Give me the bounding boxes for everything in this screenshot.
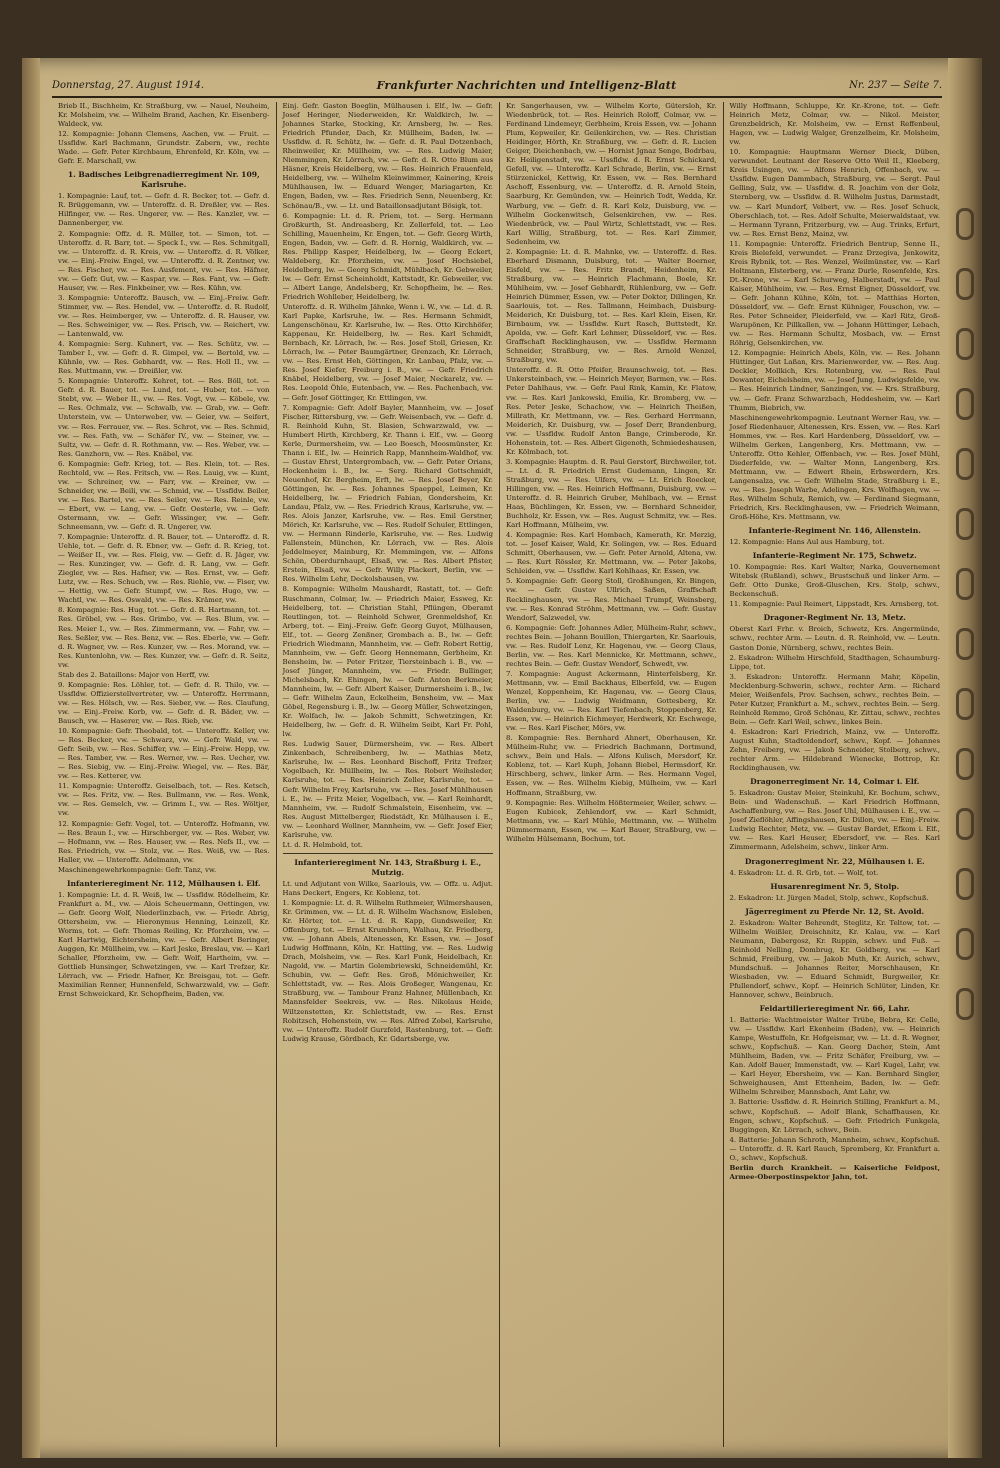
casualty-paragraph: 11. Kompagnie: Unteroffz. Friedrich Bentrup, Senne II., Kreis Bielefeld, verwundet. — Franz Drzegiva, Jenkowitz, Kreis Rybnik, tot. — Res. Wenzel, Weilmünster, vw. — Karl Holtmann, Elsterberg, vw. — Franz Durle, Rosenfelde, Krs. Dt.-Krone, vw. — Karl Schurweg, Halberstadt, vw. — Paul Kaiser, Mühlheim, vw. — Res. Ernst Eigner, Düsseldorf, vw. — Gefr. Johann Kühne, Köln, tot. — Matthias Horten, Düsseldorf, vw. — Gefr. Ernst Kühniger, Fouschon, vw. — Res. Peter Schneider, Pleiderfeld, vw. — Karl Ritz, Groß-Warupönen, Kr. Pillkallen, vw. — Johann Hüttinger, Lebach, vw. — Res. Hermann Schultz, Mosbach, vw. — Ernst Röhrig, Gelsenkirchen, vw. <box>729 239 940 348</box>
newspaper-page <box>22 58 982 1458</box>
casualty-paragraph: 8. Kompagnie: Wilhelm Maushardt, Rastatt, tot. — Gefr. Ruschmann, Colmar, lw. — Friedrich Maier, Essweg, Kr. Heidelberg, tot. — Christian Stahl, Pflüngen, Oberamt Reutlingen, tot. — Reinhold Schwer, Grenmeldshof, Kr. Arberg, tot. — Einj.-Freiw. Gefr. Georg Guyot, Mülhausen, Elf., tot. — Georg Zenßner, Grombach a. B., lw. — Gefr. Friedrich Wiedmann, Mannheim, vw. — Gefr. Robert Rettig, Mannheim, vw. — Gefr. Georg Hennemann, Gerbheim, Kr. Bensheim, lw. — Peter Fritzer, Tiersteinbach i. B., vw. — Josef Jünger, Mannheim, vw. — Friedr. Bullinger, Michelsbach, Kr. Ehingen, lw. — Gefr. Anton Berkmeier, Mannheim, lw. — Gefr. Albert Kaiser, Durmersheim i. B., lw. — Gefr. Wilhelm Zaun, Eckelheim, Bensheim, vw. — Max Göbel, Regensburg i. B., lw. — Georg Müller, Schwetzingen, Kr. Wolfach, lw. — Jakob Schmitt, Schwetzingen, Kr. Heidelberg, lw. — Gefr. d. R. Wilhelm Seibt, Karl Fr. Pohl, lw. <box>282 585 493 739</box>
regiment-heading: Infanterie-Regiment Nr. 146, Allenstein. <box>748 526 921 536</box>
casualty-paragraph: 7. Kompagnie: Unteroffz. d. R. Bauer, tot. — Unteroffz. d. R. Uehle, tot. — Gefr. d. R. Ebner, vw. — Gefr. d. R. Krieg, tot. — Weißer II., vw. — Res. Fleig, vw. — Gefr. d. R. Jäger, vw. — Res. Kunzinger, vw. — Gefr. d. R. Lang, vw. — Gefr. Ziegler, vw. — Res. Hafner, vw. — Res. Ernst, vw. — Gefr. Lutz, vw. — Res. Schuch, vw. — Res. Riehle, vw. — Fiser, vw. — Hettig, vw. — Gefr. Stumpf, vw. — Res. Hugo, vw. — Wachtl, vw. — Res. Oswald, vw. — Res. Krämer, vw. <box>58 533 270 605</box>
masthead <box>52 74 942 98</box>
casualty-paragraph: 5. Eskadron: Gustav Meier, Steinkuhl, Kr. Bochum, schwv., Bein- und Wadenschuß. — Karl Friedrich Hoffmann, Aschaffenburg, vw. — Res. Josef Uhl, Mülhausen i. E., vw. — Josef Zieflöhler, Affingshausen, Kr. Dillon, vw. — Einj.-Freiw. Ludwig Rechter, Metz, vw. — Gustav Bardet, Efkom i. Elf., vw. — Res. Karl Heuser, Ebersdorf, vw. — Res. Karl Zimmermann, Adelsheim, schwv., linker Arm. <box>729 789 940 852</box>
casualty-paragraph: 5. Kompagnie: Unteroffz. Kehret, tot. — Res. Böll, tot. — Gefr. d. R. Bauer, tot. — Lund, tot. — Huber, tot. — von Stebt, vw. — Weber II., vw. — Res. Vogt, vw. — Köbele, vw. — Res. Ochmalz, vw. — Schwalb, vw. — Grab, vw. — Gefr. Unterstein, vw. — Unterweber, vw. — Geier, vw. — Seifert, vw. — Res. Ferrauer, vw. — Res. Schrot, vw. — Res. Schmid, vw. — Res. Fath, vw. — Schäfer IV., vw. — Steiner, vw. — Sultz, vw. — Gefr. d. R. Rothmann, vw. — Res. Weber, vw. — Res. Ganzhorn, vw. — Res. Knäbel, vw. <box>58 377 270 458</box>
casualty-paragraph: 8. Kompagnie: Res. Bernhard Ahnert, Oberhausen, Kr. Mülheim-Ruhr, vw. — Friedrich Bachmann, Dortmund, schwv., Bein und Hals. — Alfons Kulisch, Mersdorf, Kr. Koblenz, tot. — Karl Kuph, Johann Biebel, Hermsdorf, Kr. Hirschberg, schwv., linker Arm. — Res. Hermann Vogel, Essen, vw. — Res. Wilhelm Kiebig, Mülheim, vw. — Karl Hoffmann, Straßburg, vw. <box>506 734 717 797</box>
casualty-paragraph: 12. Kompagnie: Heinrich Abels, Köln, vw. — Res. Johann Hüttinger, Gut Laßan, Krs. Marienwerder, vw. — Res. Aug. Deckler, Mollkich, Krs. Rotenburg, vw. — Res. Paul Dewanter, Eichelsheim, vw. — Josef Jung, Ludwigsfelde, vw. — Res. Heinrich Lindner, Sanzingen, vw. — Krs. Straßburg, vw. — Gefr. Franz Schwarzbach, Heddesheim, vw. — Karl Thumm, Biebrich, vw. <box>729 349 940 412</box>
regiment-heading: Husarenregiment Nr. 5, Stolp. <box>770 881 900 891</box>
casualty-paragraph: 6. Kompagnie: Gefr. Krieg, tot. — Res. Klein, tot. — Res. Rechtold, vw. — Res. Fritsch, vw. — Res. Lauig, vw. — Kunt, vw. — Schreiner, vw. — Farr, vw. — Kreiner, vw. — Schneider, vw. — Beili, vw. — Schmid, vw. — Ussfldw. Beiler, vw. — Res. Bartel, vw. — Res. Seiler, vw. — Res. Reinle, vw. — Ebert, vw. — Lang, vw. — Gefr. Oesterle, vw. — Gefr. Ostermann, vw. — Gefr. Wissinger, vw. — Gefr. Schneemann, vw. — Gefr. d. R. Ungerer, vw. <box>58 459 270 532</box>
casualty-paragraph: 12. Kompagnie: Hans Aul aus Hamburg, tot. <box>729 538 885 547</box>
casualty-paragraph: 3. Eskadron: Unteroffz. Hermann Mahr, Köpelin, Mecklenburg-Schwerin, schwv., rechter Arm. — Richard Meier, Weißenfels, Prov. Sachsen, schwv., rechtes Bein. — Peter Kutzer, Frankfurt a. M., schwv., rechtes Bein. — Serg. Reinhold Remmo, Groß Schönau, Kr. Zittau, schwv., rechtes Bein. — Gefr. Karl Weil, schwv., linkes Bein. <box>729 672 940 726</box>
casualty-paragraph: 6. Kompagnie: Lt. d. R. Priem, tot. — Serg. Hermann Großkurth, St. Andreasberg, Kr. Zellerfeld, tot. — Leo Schilling, Mauenheim, Kr. Engen, tot. — Gefr. Georg Wirth, Engen, Baden, vw. — Gefr. d. R. Hornig, Waldkirch, vw. — Res. Philipp Kasper, Heidelberg, lw. — Georg Eckert, Waldeberg, Kr. Pforzheim, vw. — Josef Hochsiebel, Heidelberg, lw. — Georg Schmidt, Mühlbach, Kr. Gebweiler, lw. — Gefr. Ernst Scheinholdt, Kattstadt, Kr. Gebweiler, vw. — Albert Lange, Andelsberg, Kr. Schopfheim, lw. — Res. Friedrich Wohlleber, Heidelberg, lw. <box>282 211 493 301</box>
casualty-paragraph: Res. Ludwig Sauer, Dürmersheim, vw. — Res. Albert Zinkenbach, Schreibenberg, lw. — Mathias Metz, Karlsruhe, lw. — Res. Leonhard Bischoff, Fritz Trefzer, Vogelbach, Kr. Müllheim, lw. — Res. Robert Weihsleder, Karlsruhe, tot. — Res. Heinrich Zeller, Karlsruhe, tot. — Gefr. Wilhelm Frey, Karlsruhe, vw. — Res. Josef Mühlhausen i. E., lw. — Fritz Meier, Vogelbach, vw. — Karl Reinhardt, Mannheim, vw. — Rudolf Schmalstein, Eisenheim, vw. — Res. August Mittelberger, Riedstädt, Kr. Mülhausen i. E., vw. — Leonhard Wollner, Mannheim, vw. — Gefr. Josef Eier, Karlsruhe, vw. <box>282 740 493 839</box>
casualty-paragraph: 7. Kompagnie: August Ackermann, Hinterfelsberg, Kr. Mettmann, vw. — Emil Backhaus, Elberfeld, vw. — Eugen Wenzel, Koppenheim, Kr. Hagenau, vw. — Georg Claus, Berlin, vw. — Ludwig Weidmann, Gottesberg, Kr. Waldenburg, vw. — Res. Karl Tiefenbach, Stoppenberg, Kr. Essen, vw. — Heinrich Eichmeyer, Herdwerk, Kr. Eschwege, vw. — Res. Karl Fischer, Mörs, vw. <box>506 669 717 733</box>
casualty-paragraph: Unteroffz. d. R. Wilhelm Jähnke, Wenn i. W., vw. — Ld. d. R. Karl Papke, Karlsruhe, lw. — Res. Hermann Schmidt, Langenschönau, Kr. Karlsruhe, lw. — Res. Otto Kirchhöfer, Kappenau, Kr. Heidelberg, lw. — Res. Karl Schmidt, Bernbach, Kr. Lörrach, lw. — Res. Josef Stoll, Griesen, Kr. Lörrach, lw. — Peter Baumgärtner, Grenzach, Kr. Lörrach, vw. — Res. Ernst Heh, Göttingen, Kr. Lanbau, Pfalz, vw. — Res. Josef Kiefer, Freiburg i. B., vw. — Gefr. Friedrich Knäbel, Heidelberg, vw. — Josef Maier, Neckarelz, vw. — Res. Leopold Öhle, Eutenbach, vw. — Res. Pachenbach, vw. — Gefr. Josef Göttinger, Kr. Ettlingen, vw. <box>282 303 493 402</box>
casualty-paragraph: 4. Eskadron: Lt. d. R. Grb, tot. — Wolf, tot. <box>729 868 879 877</box>
casualty-paragraph: 12. Kompagnie: Gefr. Vogel, tot. — Unteroffz. Hofmann, vw. — Res. Braun I., vw. — Hirschberger, vw. — Res. Weber, vw. — Hofmann, vw. — Res. Hauser, vw. — Res. Nefs II., vw. — Res. Friedrich, vw. — Stolz, vw. — Res. Weiß, vw. — Res. Haller, vw. — Unteroffz. Adelmann, vw. <box>58 819 270 864</box>
casualty-paragraph: 6. Kompagnie: Gefr. Johannes Adler, Mülheim-Ruhr, schwv., rechtes Bein. — Johann Bouillon, Thiergarten, Kr. Saarlouis, vw. — Res. Rudolf Lenz, Kr. Hagenau, vw. — Georg Claus, Berlin, vw. — Res. Karl Mennicke, Kr. Mettmann, schwv., rechtes Bein. — Gefr. Gustav Wendorf, Schwedt, vw. <box>506 623 717 668</box>
closing-note: Berlin durch Krankheit. — Kaiserliche Feldpost, Armee-Oberpostinspektor Jahn, tot. <box>729 1163 940 1181</box>
regiment-heading: Dragoner-Regiment Nr. 13, Metz. <box>763 613 906 623</box>
regiment-heading: Infanterieregiment Nr. 112, Mülhausen i. Elf. <box>66 878 261 888</box>
casualty-paragraph: 2. Kompagnie: Lt. d. R. Mahnke, vw. — Unteroffz. d. Res. Eberhard Dismann, Duisburg, tot. — Walter Boerner, Eisfeld, vw. — Res. Fritz Brandt, Heidenheim, Kr. Straßburg, vw. — Heinrich Flachmann, Boele, Kr. Mühlheim, vw. — Josef Gebhardt, Rühlenburg, vw. — Gefr. Heinrich Dümmer, Essen, vw. — Peter Doktor, Dillingen, Kr. Saarlouis, tot. — Res. Tallmann, Heimbach, Duisburg-Meiderich, Kr. Duisburg, tot. — Res. Karl Klein, Eisen, Kr. Birnbaum, vw. — Ussfldw. Kurt Rasch, Buttstedt, Kr. Apolda, vw. — Gefr. Karl Lehmer, Düsseldorf, vw. — Res. Graffschaft Recklinghausen, vw. — Ussfldw. Hermann Schneider, Straßburg, vw. — Res. Arnold Wenzel, Straßburg, vw. <box>506 247 717 365</box>
casualty-paragraph: 2. Eskadron: Walter Behrendt, Steglitz, Kr. Teltow, tot. — Wilhelm Weißler, Dreischnitz, Kr. Kalau, vw. — Karl Neumann, Dabergosz, Kr. Ruppin, schwv. und Fuß. — Reinhold Nelling, Dombrug, Kr. Goldberg, vw. — Karl Schmid, Freiburg, vw. — Jakob Muth, Kr. Aurich, schwv., Mundschuß. — Johannes Reiter, Morschhausen, Kr. Wiesbaden, vw. — Eduard Schmidt, Burgweiler, Kr. Pfullendorf, schwv., Kopf. — Heinrich Schlüter, Linden, Kr. Hannover, schwv., Beinbruch. <box>729 918 940 999</box>
column-2 <box>276 102 500 1447</box>
column-1 <box>52 102 276 1447</box>
casualty-paragraph: 1. Kompagnie: Lauf, tot. — Gefr. d. R. Becker, tot. — Gefr. d. R. Brüggemann, vw. — Unteroffz. d. R. Dreßler, vw. — Res. Hilfinger, vw. — Res. Ungerer, vw. — Res. Kanzler, vw. — Dannenberger, vw. <box>58 192 270 228</box>
casualty-paragraph: 3. Kompagnie: Unteroffz. Bausch, vw. — Einj.-Freiw. Gefr. Stimmer, vw. — Res. Hendel, vw. — Unteroffz. d. R. Rudolf, vw. — Res. Heimberger, vw. — Unteroffz. d. R. Hauser, vw. — Res. Schweiniger, vw. — Res. Frisch, vw. — Reichert, vw. — Lantenwald, vw. <box>58 293 270 339</box>
casualty-paragraph: 2. Kompagnie: Offz. d. R. Müller, tot. — Simon, tot. — Unteroffz. d. R. Barr, tot. — Speck I., vw. — Res. Schmitgall, vw. — Unteroffz. d. R. Kreis, vw. — Unteroffz. d. R. Völker, vw. — Einj.-Freiw. Engel, vw. — Unteroffz. d. R. Zentner, vw. — Res. Fischer, vw. — Res. Ausfement, vw. — Res. Häfner, vw. — Gefr. Gut, vw. — Kaspar, vw. — Res. Fant, vw. — Gefr. Hauser, vw. — Res. Finkbeiner, vw. — Res. Kühn, vw. <box>58 229 270 292</box>
column-4 <box>723 102 947 1447</box>
casualty-paragraph: 10. Kompagnie: Hauptmann Werner Dieck, Düben, verwundet. Leutnant der Reserve Otto Weil II., Kleeberg, Kreis Usingen, vw. — Alfons Henrich, Offenbach, vw. — Ussfldw. Eugen Dammbach, Straßburg, vw. — Sergt. Paul Gelling, Sulz, vw. — Ussfldw. d. R. Joachim von der Golz, Sternberg, vw. — Ussfldw. d. R. Wilhelm Justus, Darmstadt, vw. — Karl Mundorf, Velbert, vw. — Res. Josef Schuck, Oberschlach, tot. — Res. Adolf Schulte, Meierwaldstaat, vw. — Hermann Tyrann, Fritzerburg, vw. — Aug. Trinks, Erfurt, vw. — Res. Ernst Benz, Mainz, vw. <box>729 148 940 238</box>
casualty-paragraph: 2. Eskadron: Lt. Jürgen Madel, Stolp, schwv., Kopfschuß. <box>729 893 929 902</box>
casualty-paragraph: 1. Kompagnie: Lt. d. R. Wilhelm Ruthmeier, Wilmershausen, Kr. Grimmen, vw. — Lt. d. R. Wilhelm Wachsnow, Eisleben, Kr. Hörter, tot. — Lt. d. R. Kapp, Gundsweiler, Kr. Offenburg, tot. — Ernst Krumbhorn, Walhau, Kr. Friedberg, vw. — Johann Abels, Altenessen, Kr. Essen, vw. — Josef Ludwig Hoffmann, Köln, Kr. Hatting, vw. — Res. Ludwig Drach, Molsheim, vw. — Res. Karl Funk, Heidelbach, Kr. Nagold, vw. — Martin Golembriewski, Schneidemühl, Kr. Schubin, vw. — Gefr. Res. Groß, Mönichweiler, Kr. Schlettstadt, vw. — Res. Alois Großeger, Wangenau, Kr. Straßburg, vw. — Tambour Franz Hahner, Müllenbach, Kr. Mannsfelder Seekreis, vw. — Res. Nikolaus Heide, Wiltzenstetten, Kr. Schlettstadt, vw. — Res. Ernst Robitzsch, Hohenstein, vw. — Res. Alfred Zobel, Karlsruhe, vw. — Unteroffz. Rudolf Gurzfeld, Rastenburg, tot. — Gefr. Ludwig Krause, Gördbach, Kr. Gdartsberge, vw. <box>282 898 493 1043</box>
casualty-list-columns <box>52 102 946 1447</box>
column-3 <box>499 102 723 1447</box>
casualty-paragraph: 9. Kompagnie: Res. Wilhelm Hößtermeier, Weiler, schwv. — Eugen Kubicek, Zehlendorf, vw. — Karl Schmidt, Mettmann, vw. — Karl Mühle, Mettmann, vw. — Wilhelm Dümmermann, Essen, vw. — Karl Bauer, Straßburg, vw. — Wilhelm Hülsemann, Bochum, tot. <box>506 798 717 843</box>
casualty-paragraph: Lt. und Adjutant von Wilke, Saarlouis, vw. — Offz. u. Adjut. Hans Deckert, Engers, Kr. Koblenz, tot. <box>282 879 493 897</box>
regiment-heading: Dragonerregiment Nr. 14, Colmar i. Elf. <box>750 777 920 787</box>
casualty-paragraph: Stab des 2. Bataillons: Major von Herff, vw. <box>58 670 210 679</box>
casualty-paragraph: 3. Batterie: Ussfldw. d. R. Heinrich Stilling, Frankfurt a. M., schwv., Kopfschuß. — Adolf Blank, Schaffhausen, Kr. Engen, schwv., Kopfschuß. — Gefr. Friedrich Funkgela, Buggingen, Kr. Lörrach, schwv., Bein. <box>729 1098 940 1134</box>
casualty-paragraph: 5. Kompagnie: Gefr. Georg Stoll, Großhungen, Kr. Bingen, vw. — Gefr. Gustav Ullrich, Saßen, Graffschaft Recklinghausen, vw. — Res. Michael Trumpf, Weinsberg, vw. — Res. Konrad Ströhm, Mettmann, vw. — Gefr. Gustav Wendorf, Salzwedel, vw. <box>506 577 717 622</box>
casualty-paragraph: Kr. Sangerhausen, vw. — Wilhelm Korte, Gütersloh, Kr. Wiedenbrück, tot. — Res. Heinrich Roloff, Colmar, vw. — Ferdinand Lindemeyr, Gerbheim, Kreis Essen, vw. — Johann Plum, Kepweiler, Kr. Geilenkirchen, vw. — Res. Christian Heidinger, Hörth, Kr. Straßburg, vw. — Gefr. d. R. Lucien Geiger, Dieichenbach, vw. — Hornist Jgnaz Senge, Bodrbau, Kr. Heiligenstadt, vw. — Ussfldw. d. R. Ernst Schickard, Gefell, vw. — Unteroffz. Karl Schrade, Berlin, vw. — Ernst Stürzenickel, Kettwig, Kr. Essen, vw. — Res. Bernhard Aschoff, Essenburg, vw. — Unteroffz. d. R. Arnold Stein, Saarburg, Kr. Gemünden, vw. — Heinrich Todt, Wedda, Kr. Warburg, vw. — Gefr. d. R. Karl Kolz, Duisburg, vw. — Wilhelm Gockenwitsch, Gelsenkirchen, vw. — Res. Wiedenbrück, vw. — Paul Wirtz, Schlettstadt, vw. — Res. Karl Willig, Straßburg, tot. — Res. Karl Zimmer, Sedenheim, vw. <box>506 102 717 246</box>
regiment-heading: Infanterieregiment Nr. 143, Straßburg i. E., Mutzig. <box>294 857 482 877</box>
regiment-heading: Jägerregiment zu Pferde Nr. 12, St. Avold. <box>745 906 925 916</box>
casualty-paragraph: Willy Hoffmann, Schluppe, Kr. Kr.-Krone, tot. — Gefr. Heinrich Metz, Colmar, vw. — Nikol. Meister, Grenzbeldrich, Kr. Molsheim, vw. — Ernst Reffenbeul, Hagen, vw. — Ludwig Walger, Grenzelheim, Kr. Molsheim, vw. <box>729 102 940 147</box>
casualty-paragraph: 4. Eskadron: Karl Friedrich, Mainz, vw. — Unteroffz. August Kuhn, Stadtoldendorf, schwv., Kopf. — Johannes Zehn, Freiberg, vw. — Jakob Schneider, Stolberg, schwv., rechter Arm. — Hildebrand Wienecke, Bottrop, Kr. Recklinghausen, vw. <box>729 727 940 773</box>
casualty-paragraph: 7. Kompagnie: Gefr. Adolf Bayler, Mannheim, vw. — Josef Fischer, Rittersburg, vw. — Gefr. Weisenbach, vw. — Gefr. d. R. Reinhold Kuhn, St. Blasien, Schwarzwald, vw. — Humbert Hirth, Kirchberg, Kr. Thann i. Elf., vw. — Georg Kerle, Durmersheim, vw. — Leo Boesch, Moosmünster, Kr. Thann i. Elf., lw. — Heinrich Rapp, Mannheim-Waldhof, vw. — Gustav Ehrst, Untergrombach, vw. — Gefr. Peter Orians, Hockenheim i. B., lw. — Serg. Richard Gottschmidt, Neuenhof, Kr. Bergheim, Erft, lw. — Res. Josef Beyer, Kr. Göttingen, lw. — Res. Johannes Spaeppel, Leimen, Kr. Heidelberg, lw. — Friedrich Fabian, Gondersheim, Kr. Landau, Pfalz, vw. — Res. Friedrich Kraus, Karlsruhe, vw. — Res. Alois Janzer, Karlsruhe, vw. — Res. Emil Gerstner, Mörich, Kr. Karlsruhe, vw. — Res. Rudolf Schuler, Ettlingen, vw. — Hermann Rinderle, Karlsruhe, vw. — Res. Ludwig Fallenstein, München, Kr. Lörrach, vw. — Res. Alois Jeddelmeyer, Mainburg, Kr. Memmingen, vw. — Alfons Schön, Oberdurnhaupt, Elsaß, vw. — Res. Albert Pfister, Erstein, Elsaß, vw. — Gefr. Willy Plackert, Berlin, vw. — Res. Wilhelm Lehr, Deckolshausen, vw. <box>282 403 493 584</box>
newspaper-title: Frankfurter Nachrichten und Intelligenz-Blatt <box>376 78 677 92</box>
casualty-paragraph: Einj. Gefr. Gaston Boeglin, Mülhausen i. Elf., lw. — Gefr. Josef Heringer, Niederweiden, Kr. Waldkirch, lw. — Johannes Starke, Stocking, Kr. Arnsberg, lw. — Res. Friedrich Pfunder, Dach, Kr. Müllheim, Baden, lw. — Ussfldw. d. R. Schütz, lw. — Gefr. d. R. Paul Dotzenbach, Rheinweiler, Kr. Müllheim, vw. — Res. Ludwig Maier, Niemmingen, Kr. Lörrach, vw. — Gefr. d. R. Otto Blum aus Häsner, Kreis Heidelberg, vw. — Res. Heinrich Frauenfeld, Heidelberg, vw. — Wilhelm Kleinwimmer, Kainering, Kreis Mühlhausen, lw. — Eduard Wenger, Mariagarten, Kr. Engen, Baden, vw. — Res. Friedrich Senn, Neuenberg, Kr. Schönau/B., vw. — Lt. und Bataillonsadjutant Bösigk, tot. <box>282 102 493 210</box>
page-edge <box>948 58 982 1458</box>
regiment-heading: Dragonerregiment Nr. 22, Mülhausen i. E. <box>744 856 925 866</box>
casualty-paragraph: Unteroffz. d. R. Otto Pfeifer, Braunschweig, tot. — Res. Unkersteinbach, vw. — Heinrich Meyer, Barmen, vw. — Res. Peter Dahlhaus, vw. — Gefr. Paul Rink, Kamin, Kr. Flatow, vw. — Res. Karl Jankowski, Emilia, Kr. Bromberg, vw. — Res. Peter Jeske, Schachow, vw. — Heinrich Theißen, Millrath, Kr. Mettmann, vw. — Res. Gerhard Herrmann, Meiderich, Kr. Duisburg, vw. — Josef Derr, Brandenburg, vw. — Ussfldw. Rudolf Anton Bange, Crimberode, Kr. Hohenstein, tot. — Res. Albert Gigenoth, Schmiedeshausen, Kr. Kölmbach, tot. <box>506 366 717 456</box>
casualty-paragraph: 11. Kompagnie: Unteroffz. Geiselbach, tot. — Res. Ketsch, vw. — Res. Fritz, vw. — Res. Bullmann, vw. — Res. Wenk, vw. — Res. Gemelch, vw. — Grimm I., vw. — Res. Wöltjer, vw. <box>58 782 270 818</box>
casualty-paragraph: 3. Kompagnie: Hauptm. d. R. Paul Gerstorf, Birchweiler, tot. — Lt. d. R. Friedrich Ernst Gudemann, Lingen, Kr. Straßburg, vw. — Res. Ulfers, vw. — Lt. Erich Roecker, Hillingen, vw. — Res. Heinrich Hoffmann, Duisburg, vw. — Unteroffz. d. R. Heinrich Gruber, Mehlbach, vw. — Ernst Haas, Büchlingen, Kr. Essen, vw. — Bernhard Schneider, Buchholz, Kr. Essen, vw. — Res. August Schmitz, vw. — Res. Karl Hoffmann, Mülheim, vw. <box>506 457 717 530</box>
binding-rings <box>954 208 976 1108</box>
casualty-paragraph: Oberst Karl Frhr. v. Broich, Schwetz, Krs. Angermünde, schwv., rechter Arm. — Leutn. d. R. Reinhold, vw. — Leutn. Gaston Donie, Nürnberg, schwv., rechtes Bein. <box>729 625 940 652</box>
casualty-paragraph: 4. Kompagnie: Res. Karl Hombach, Kamerath, Kr. Merzig, tot. — Josef Kaiser, Wald, Kr. Solingen, vw. — Res. Eduard Schmitt, Oberhausen, vw. — Gefr. Peter Arnold, Altena, vw. — Res. Kurt Rössler, Kr. Mettmann, vw. — Peter Jakobs, Schleiden, vw. — Ussfldw. Karl Kohlhaas, Kr. Essen, vw. <box>506 531 717 576</box>
casualty-paragraph: 1. Batterie: Wachtmeister Walter Trübe, Bebra, Kr. Celle, vw. — Ussfldw. Karl Ekenheim (Baden), vw. — Heinrich Kampe, Westuffeln, Kr. Hofgeismar, vw. — Lt. d. R. Wegner, schwv., Kopfschuß. — Kan. Georg Dacher, Stein, Amt Mühlheim, Baden, vw. — Fritz Schäfer, Freiburg, vw. — Kan. Adolf Bauer, Immenstadt, vw. — Karl Kugel, Lahr, vw. — Karl Heyer, Ebersheim, vw. — Kan. Bernhard Singler, Schweighausen, Amt Ettenheim, Baden, lw. — Gefr. Wilhelm Schreiber, Mannsbach, Amt Lahr, vw. <box>729 1016 940 1097</box>
casualty-paragraph: 10. Kompagnie: Gefr. Theobald, tot. — Unteroffz. Keller, vw. — Res. Becker, vw. — Schwarz, vw. — Gefr. Wald, vw. — Gefr. Seib, vw. — Res. Schiffer, vw. — Einj.-Freiw. Hepp, vw. — Res. Tamber, vw. — Res. Werner, vw. — Res. Uecher, vw. — Res. Siebig, vw. — Einj.-Freiw. Wiegel, vw. — Res. Bär, vw. — Res. Ketterer, vw. <box>58 727 270 781</box>
casualty-paragraph: 10. Kompagnie: Res. Karl Walter, Narka, Gouvernement Witebsk (Rußland), schwv., Brustschuß und linker Arm. — Gefr. Otto Dunke, Groß-Gluschen, Krs. Stolp, schwv., Beckenschuß. <box>729 563 940 599</box>
casualty-paragraph: Maschinengewehrkompagnie: Gefr. Tanz, vw. <box>58 865 217 874</box>
column-divider <box>283 853 494 854</box>
issue-date: Donnerstag, 27. August 1914. <box>52 79 205 91</box>
casualty-paragraph: Lt. d. R. Helmbold, tot. <box>282 840 363 849</box>
page-number: Nr. 237 — Seite 7. <box>849 79 942 91</box>
casualty-paragraph: 4. Kompagnie: Serg. Kuhnert, vw. — Res. Schütz, vw. — Tamber I., vw. — Gefr. d. R. Gimpel, vw. — Bertold, vw. — Kühnle, vw. — Res. Gebhardt, vw. — Res. Holl II., vw. — Res. Muttmann, vw. — Dreißler, vw. <box>58 340 270 376</box>
casualty-paragraph: 4. Batterie: Johann Schroth, Mannheim, schwv., Kopfschuß. — Unteroffz. d. R. Karl Rauch, Spremberg, Kr. Frankfurt a. O., schwv., Kopfschuß. <box>729 1135 940 1162</box>
casualty-paragraph: 8. Kompagnie: Res. Hug, tot. — Gefr. d. R. Hartmann, tot. — Res. Gröbel, vw. — Res. Grimbo, vw. — Res. Blum, vw. — Res. Meier I., vw. — Res. Zimmermann, vw. — Fahr, vw. — Res. Seßler, vw. — Res. Benz, vw. — Res. Eberle, vw. — Gefr. d. R. Wagner, vw. — Res. Kunzer, vw. — Res. Morand, vw. — Res. Kuntenlohn, vw. — Res. Kunzer, vw. — Gefr. d. R. Seitz, vw. <box>58 606 270 669</box>
regiment-heading: Feldartillerieregiment Nr. 66, Lahr. <box>759 1004 910 1014</box>
binding-edge <box>22 58 40 1458</box>
regiment-heading: 1. Badisches Leibgrenadierregiment Nr. 109, Karlsruhe. <box>67 170 260 190</box>
casualty-paragraph: 12. Kompagnie: Johann Clemens, Aachen, vw. — Fruit. — Ussfldw. Karl Bachmann, Grundstr. Zabern, vw., rechte Wade. — Gefr. Peter Kirchbaum, Ehrenfeld, Kr. Köln, vw. — Gefr. E. Marschall, vw. <box>58 130 270 166</box>
casualty-paragraph: 1. Kompagnie: Lt. d. R. Weiß, lw. — Ussfldw. Rödelheim, Kr. Frankfurt a. M., vw. — Alois Scheuermann, Oettingen, vw. — Gefr. Georg Wolf, Niederlinzbach, vw. — Friedr. Abrig, Ottersheim, vw. — Hieronymus Henning, Leinzell, Kr. Worms, tot. — Gefr. Thomas Reiling, Kr. Pforzheim, vw. — Karl Hartwig, Eichtersheim, vw. — Gefr. Albert Beringer, Auggen, Kr. Müllheim, vw. — Karl Jeske, Breslau, vw. — Karl Schaller, Pforzheim, vw. — Gefr. Wolf, Hartheim, vw. — Gottlieb Hunsinger, Schwetzingen, vw. — Karl Trefzer, Kr. Lörrach, vw. — Friedr. Hafner, Kr. Breisgau, tot. — Gefr. Maximilian Renner, Hunnenfeld, Schwarzwald, vw. — Gefr. Ernst Schweickard, Kr. Schopfheim, Baden, vw. <box>58 890 270 999</box>
casualty-paragraph: Maschinengewehrkompagnie. Leutnant Werner Rau, vw. — Josef Riedenhauer, Altenessen, Krs. Essen, vw. — Res. Karl Hommes, vw. — Res. Karl Hardenberg, Düsseldorf, vw. — Wilhelm Gerken, Langenberg, Krs. Mettmann, vw. — Unteroffz. Otto Kehler, Offenbach, vw. — Res. Josef Mühl, Diederfelde, vw. — Walter Monn, Langenberg, Krs. Mettmann, vw. — Edwert Rhein, Erbswerdern, Krs. Langensalza, vw. — Gefr. Wilhelm Stade, Straßburg i. E., vw. — Res. Joseph Warbe, Adelingen, Krs. Wolfhagen, vw. — Res. Wilhelm Schulz, Remich, vw. — Ferdinand Siegmann, Friedrich, Krs. Recklinghausen, vw. — Friedrich Weimann, Groß-Höhe, Krs. Mettmann, vw. <box>729 413 940 522</box>
casualty-paragraph: 11. Kompagnie: Paul Reimert, Lippstadt, Krs. Arnsberg, tot. <box>729 600 939 609</box>
casualty-paragraph: 9. Kompagnie: Res. Löhler, tot. — Gefr. d. R. Thilo, vw. — Ussfldw. Offizierstellvertreter, vw. — Unteroffz. Herrmann, vw. — Res. Hölsch, vw. — Res. Sieber, vw. — Res. Claufung, vw. — Einj.-Freiw. Korb, vw. — Gefr. d. R. Bäder, vw. — Bausch, vw. — Haserer, vw. — Res. Rieb, vw. <box>58 680 270 725</box>
casualty-paragraph: 2. Eskadron: Wilhelm Hirschfeld, Stadthagen, Schaumburg-Lippe, tot. <box>729 653 940 671</box>
casualty-paragraph: Brieb II., Bischheim, Kr. Straßburg, vw. — Nauel, Neuheim, Kr. Molsheim, vw. — Wilhelm Brand, Aachen, Kr. Eisenberg-Waldeck, vw. <box>58 102 270 129</box>
regiment-heading: Infanterie-Regiment Nr. 175, Schwetz. <box>752 551 917 561</box>
